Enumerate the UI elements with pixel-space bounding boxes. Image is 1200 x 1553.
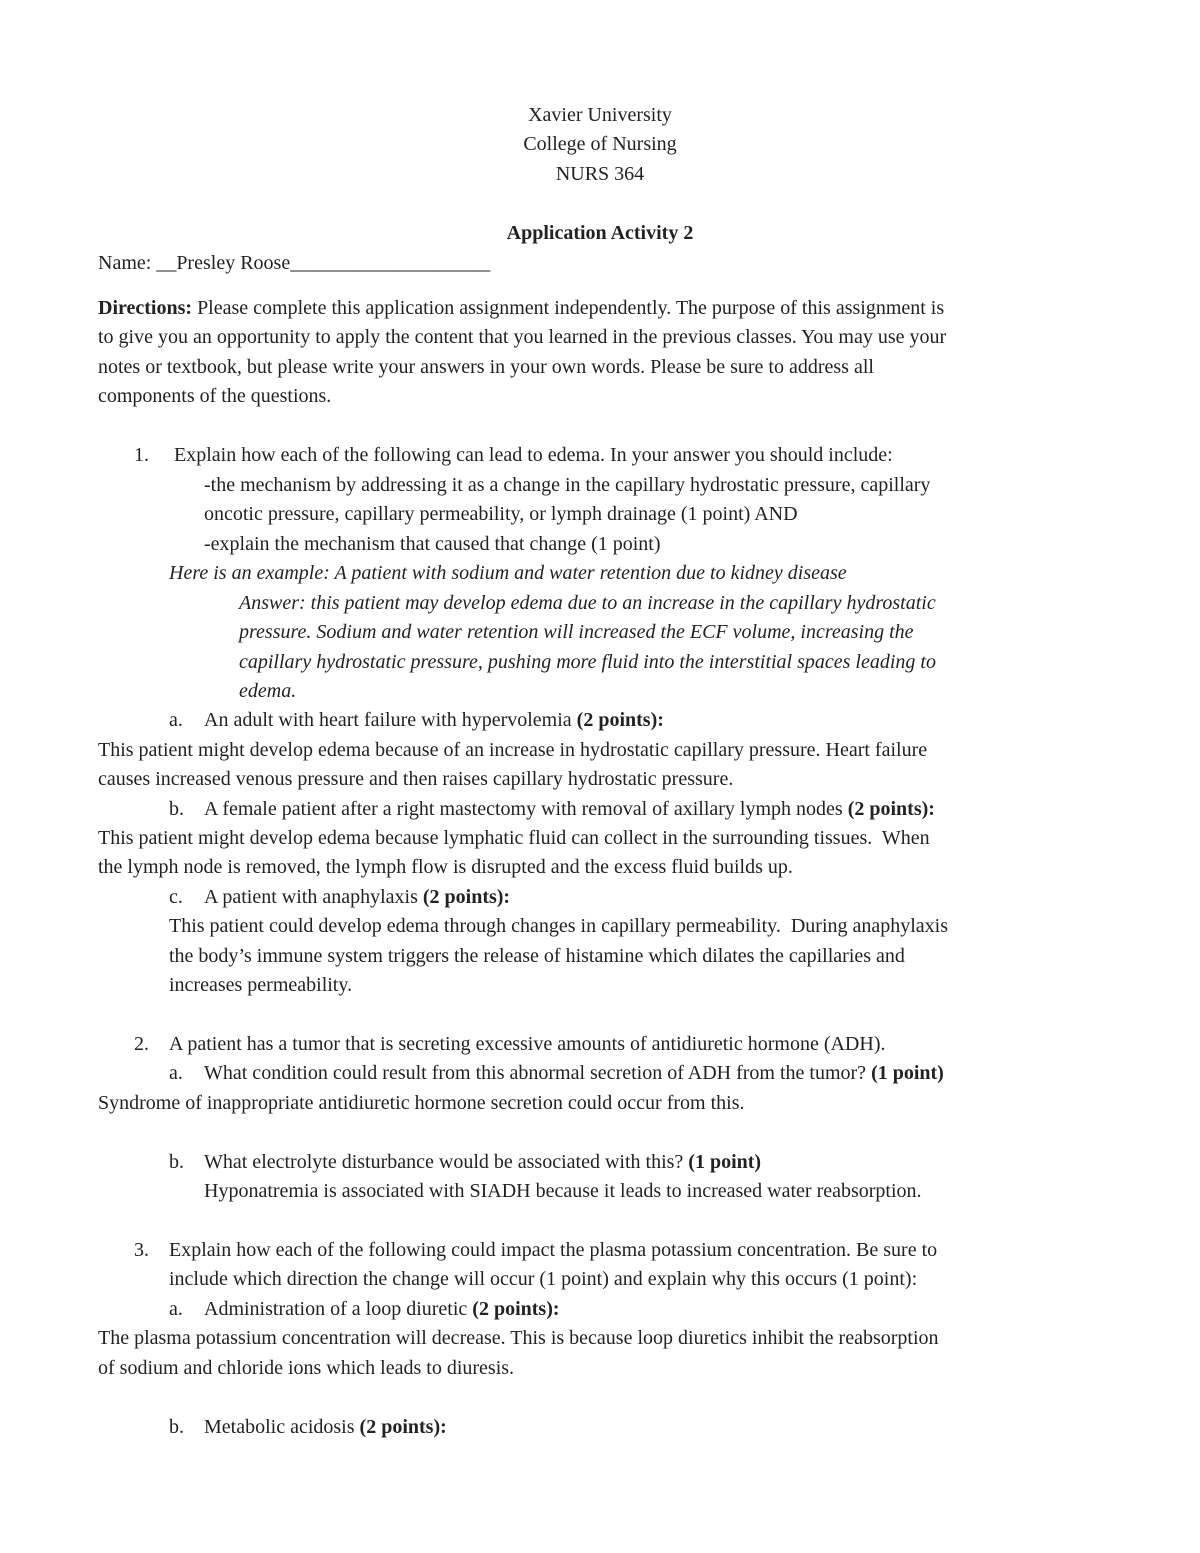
q1a-answer-1: This patient might develop edema because of an increase in hydrostatic capillary pressure. Heart failure	[98, 739, 928, 761]
q2a-answer: Syndrome of inappropriate antidiuretic hormone secretion could occur from this.	[98, 1092, 745, 1114]
q1b-answer-2: the lymph node is removed, the lymph flow is disrupted and the excess fluid builds up.	[98, 856, 793, 878]
q1c-answer-3: increases permeability.	[169, 974, 353, 996]
q1-example-answer-3: capillary hydrostatic pressure, pushing more fluid into the interstitial spaces leading to	[239, 651, 936, 673]
q2b-points: (1 point)	[688, 1151, 762, 1173]
directions-label: Directions:	[98, 297, 193, 319]
q1a-letter: a.	[169, 709, 183, 731]
directions-line-1: Directions: Please complete this application assignment independently. The purpose of this assignment is	[98, 297, 945, 319]
q1b-question: A female patient after a right mastectomy with removal of axillary lymph nodes (2 points):	[204, 798, 935, 820]
student-name: __Presley Roose____________________	[156, 252, 491, 274]
q1c-points: (2 points):	[422, 886, 511, 908]
q2a-points: (1 point)	[871, 1062, 944, 1084]
directions-line-3: notes or textbook, but please write your answers in your own words. Please be sure to address all	[98, 356, 874, 378]
directions-line-4: components of the questions.	[98, 385, 332, 407]
q3-number: 3.	[134, 1239, 149, 1261]
q1c-letter: c.	[169, 886, 183, 908]
q1a-answer-2: causes increased venous pressure and then raises capillary hydrostatic pressure.	[98, 768, 734, 790]
university-name: Xavier University	[528, 104, 672, 126]
q1-text-3: oncotic pressure, capillary permeability, or lymph drainage (1 point) AND	[204, 503, 798, 525]
course-code: NURS 364	[555, 163, 645, 185]
q1c-question: A patient with anaphylaxis (2 points):	[204, 886, 511, 908]
q1b-points: (2 points):	[847, 798, 935, 820]
q1-text-1: Explain how each of the following can lead to edema. In your answer you should include:	[174, 444, 893, 466]
college-name: College of Nursing	[523, 133, 677, 155]
q3a-question: Administration of a loop diuretic (2 points):	[204, 1298, 560, 1320]
q1-text-2: -the mechanism by addressing it as a change in the capillary hydrostatic pressure, capillary	[204, 474, 931, 496]
q1a-points: (2 points):	[576, 709, 664, 731]
q1c-answer-2: the body’s immune system triggers the release of histamine which dilates the capillaries and	[169, 945, 905, 967]
q1a-question: An adult with heart failure with hypervolemia (2 points):	[204, 709, 664, 731]
name-label: Name:	[98, 252, 157, 274]
directions-line-2: to give you an opportunity to apply the content that you learned in the previous classes. You may use your	[98, 326, 947, 348]
q3-text-2: include which direction the change will occur (1 point) and explain why this occurs (1 point):	[169, 1268, 918, 1290]
q1-example-answer-1: Answer: this patient may develop edema due to an increase in the capillary hydrostatic	[239, 592, 936, 614]
q3a-answer-2: of sodium and chloride ions which leads to diuresis.	[98, 1357, 515, 1379]
name-line	[98, 249, 490, 279]
q3a-answer-1: The plasma potassium concentration will decrease. This is because loop diuretics inhibit the reabsorption	[98, 1327, 939, 1349]
q1-text-4: -explain the mechanism that caused that change (1 point)	[204, 533, 661, 555]
q2b-letter: b.	[169, 1151, 184, 1173]
q2b-answer: Hyponatremia is associated with SIADH because it leads to increased water reabsorption.	[204, 1180, 922, 1202]
q3a-points: (2 points):	[472, 1298, 560, 1320]
q1-example-answer-4: edema.	[239, 680, 297, 702]
q3b-question: Metabolic acidosis (2 points):	[204, 1416, 447, 1438]
document-title: Application Activity 2	[506, 222, 694, 244]
q1-example: Here is an example: A patient with sodium and water retention due to kidney disease	[169, 562, 847, 584]
q2a-question: What condition could result from this abnormal secretion of ADH from the tumor? (1 point)	[204, 1062, 944, 1084]
q3a-letter: a.	[169, 1298, 183, 1320]
q2-number: 2.	[134, 1033, 149, 1055]
q1-number: 1.	[134, 444, 149, 466]
q2a-letter: a.	[169, 1062, 183, 1084]
q1b-answer-1: This patient might develop edema because lymphatic fluid can collect in the surrounding tissues. When	[98, 827, 930, 849]
q3b-letter: b.	[169, 1416, 184, 1438]
q3b-points: (2 points):	[359, 1416, 447, 1438]
q1c-answer-1: This patient could develop edema through changes in capillary permeability. During anaphylaxis	[169, 915, 949, 937]
q1-example-answer-2: pressure. Sodium and water retention will increased the ECF volume, increasing the	[239, 621, 914, 643]
q1b-letter: b.	[169, 798, 184, 820]
q2-text: A patient has a tumor that is secreting excessive amounts of antidiuretic hormone (ADH).	[169, 1033, 886, 1055]
q2b-question: What electrolyte disturbance would be associated with this? (1 point)	[204, 1151, 762, 1173]
q3-text-1: Explain how each of the following could impact the plasma potassium concentration. Be sure to	[169, 1239, 938, 1261]
